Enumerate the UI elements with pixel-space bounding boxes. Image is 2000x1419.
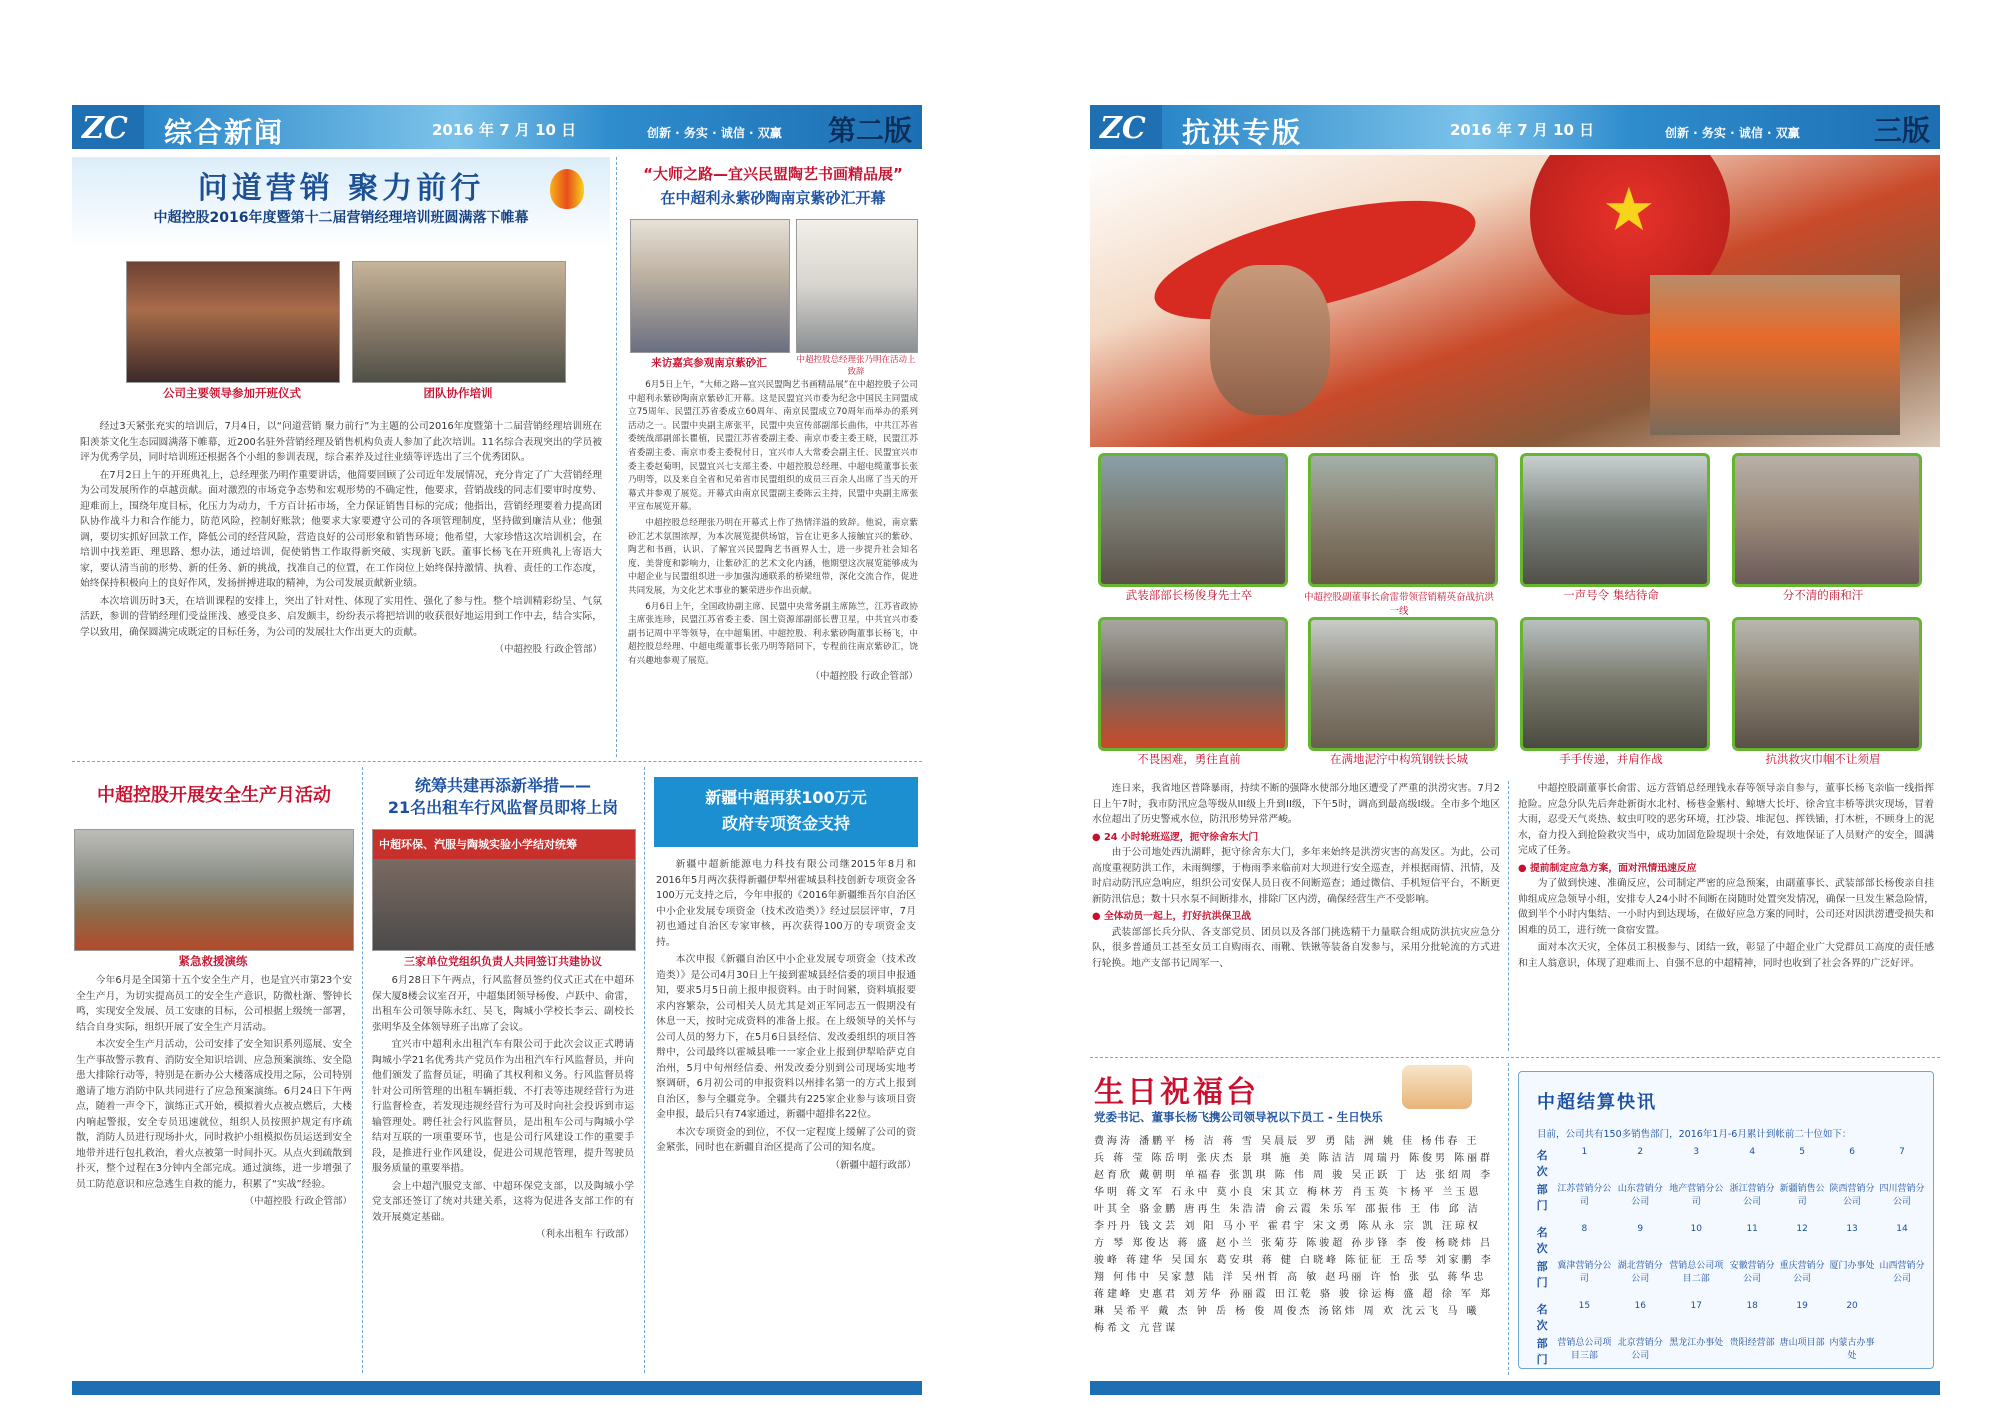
rank-cell: 19 (1796, 1301, 1808, 1311)
page-two-title: 综合新闻 (164, 116, 285, 149)
hot-air-balloon-icon (550, 169, 584, 209)
photo-banner-text: 中超环保、汽服与陶城实验小学结对统筹 (379, 838, 577, 851)
rank-cell: 15 (1578, 1301, 1591, 1311)
article-signature: （中超控股 行政企管部） (494, 644, 602, 655)
paragraph: 为了做到快速、准确反应，公司制定严密的应急预案，由副董事长、武装部部长杨俊亲自挂帅组成应急领导小组，安排专人24小时不间断在岗随时处置突发情况，确保一旦发生紧急险情，做到半个小时内集结、一小时内到达现场，在做好应急方案的同时，公司还对因洪涝遭受损失和困难的员工，进行统一食宿安置。 (1518, 878, 1934, 936)
gallery-caption: 抗洪救灾巾帼不让须眉 (1765, 752, 1881, 766)
paragraph: 本次专项资金的到位，不仅一定程度上缓解了公司的资金紧张，同时也在新疆自治区提高了公司的知名度。 (656, 1126, 916, 1153)
article-signature: （利永出租车 行政部） (535, 1229, 634, 1240)
paragraph: 武装部部长兵分队、各支部党员、团员以及各部门挑选精干力量联合组成防洪抗灾应急分队，很多普通员工甚至女员工自购雨衣、雨靴、铁锹等装备自发参与，采用分批轮流的方式进行轮换。地产支部书记周军一、 (1092, 926, 1500, 969)
dept-cell: 陕西营销分公司 (1829, 1184, 1875, 1207)
photo-caption: 中超控股总经理张乃明在活动上致辞 (796, 355, 916, 377)
article-subhead: 21名出租车行风监督员即将上岗 (387, 798, 619, 817)
row-divider (72, 761, 922, 762)
gallery-photo (1308, 617, 1498, 751)
photo-signing-ceremony (372, 829, 636, 951)
rank-cell: 5 (1799, 1147, 1805, 1157)
flood-article-right (1518, 781, 1934, 973)
table-row (1531, 1146, 1927, 1180)
rank-cell: 10 (1690, 1224, 1702, 1234)
rank-cell: 1 (1581, 1147, 1588, 1157)
rank-cell: 18 (1746, 1301, 1758, 1311)
settlement-box (1518, 1071, 1934, 1369)
photo-caption: 团队协作培训 (423, 386, 493, 400)
dept-cell: 内蒙古办事处 (1829, 1338, 1875, 1361)
page-two-edition: 第二版 (827, 114, 912, 147)
article-marketing-training (72, 157, 610, 757)
paragraph: 在7月2日上午的开班典礼上，总经理张乃明作重要讲话，他简要回顾了公司近年发展情况，充分肯定了广大营销经理为公司发展所作的卓越贡献。面对激烈的市场竞争态势和宏观形势的不确定性，他要求，营销战线的同志们要审时度势、迎难而上，围绕年度目标，化压力为动力，千方百计拓市场，全力保证销售目标的完成；他指出，营销经理要着力提高团队协作战斗力和合作能力，防范风险，控制好账款；他要求大家要遵守公司的各项管理制度，坚持做到廉洁从业；他强调，要切实抓好回款工作，降低公司的经营风险，营造良好的公司形象和销售环境；他希望，大家珍惜这次培训机会，在培训中找差距、理思路、想办法，通过培训，促使销售工作取得新突破、实现新飞跃。董事长杨飞在开班典礼上寄语大家，要认清当前的形势、新的任务、新的挑战，找准自己的位置，在工作岗位上始终保持激情、执着、责任的工作态度，始终保持积极向上的良好作风，发扬拼搏进取的精神，为公司发展贡献新业绩。 (80, 469, 602, 589)
paragraph: 本次安全生产月活动，公司安排了安全知识系列巡展、安全生产事故警示教育、消防安全知识培训、应急预案演练、安全隐患大排除行动等，特别是在新办公大楼落成投用之际，公司特别邀请了地方消防中队共同进行了应急预案演练。6月24日下午两点，随着一声令下，演练正式开始，模拟着火点被点燃后，大楼内响起警报，安全专员迅速就位，组织人员按照护规定有序疏散，消防人员进行现场扑火，同时救护小组模拟伤员运送到安全地带并进行包扎救治，着火点被第一时间扑灭。从点火到疏散到扑灭，整个过程在3分钟内全部完成。通过演练，进一步增强了员工防范意识和应急逃生自救的能力，积累了“实战”经验。 (76, 1039, 352, 1190)
photo-speech (796, 219, 918, 353)
fists-illustration (1210, 265, 1330, 415)
paragraph: 6月5日上午，“大师之路—宜兴民盟陶艺书画精品展”在中超控股子公司中超利永紫砂陶南京紫砂汇开幕。这是民盟宜兴市委为纪念中国民主同盟成立75周年、民盟江苏省委成立60周年、南京民盟成立70周年而举办的系列活动之一。民盟中央副主席张平，民盟中央宣传部副部长曲伟，中共江苏省委统战部副部长瞿植，民盟江苏省委副主委、南京市委主委王晓，民盟江苏省委副主委、南京市委主委倪付日，宜兴市人大常委会副主任、民盟宜兴市委主委赵菊明，民盟宜兴七支部主委、中超控股总经理、中超电缆董事长张乃明等，以及来自全省和兄弟省市民盟组织的成员三百余人出席了当天的开幕式并参观了展览。开幕式由南京民盟副主委陈云主持，民盟中央副主席张平宣布展览开幕。 (628, 380, 918, 513)
gallery-caption: 不畏困难，勇往直前 (1137, 752, 1241, 766)
rank-cell: 16 (1634, 1301, 1646, 1311)
column-divider (362, 767, 363, 1373)
page-two-date: 2016 年 7 月 10 日 (432, 121, 577, 139)
dept-cell: 唐山项目部 (1779, 1338, 1825, 1348)
gallery-photo (1098, 453, 1288, 587)
photo-team-training (352, 261, 566, 383)
section-heading: ● 24 小时轮班巡逻，扼守徐舍东大门 (1092, 831, 1259, 843)
section-heading: ● 全体动员一起上，打好抗洪保卫战 (1092, 911, 1251, 922)
gallery-photo (1520, 453, 1710, 587)
gallery-caption: 手手传递，并肩作战 (1559, 752, 1663, 766)
article-headline: “大师之路—宜兴民盟陶艺书画精品展” (643, 165, 903, 183)
page-three (1090, 105, 1940, 1395)
dept-cell: 厦门办事处 (1829, 1261, 1875, 1271)
rank-cell: 2 (1637, 1147, 1644, 1157)
page-three-date: 2016 年 7 月 10 日 (1450, 121, 1595, 139)
paragraph: 新疆中超新能源电力科技有限公司继2015年8月和2016年5月两次获得新疆伊犁州霍城县科技创新专项资金各100万元支持之后，今年申报的《2016年新疆维吾尔自治区中小企业发展专项资金（技术改造类）》经过层层评审，7月初也通过自治区专家审核，再次获得100万的专项资金支持。 (656, 859, 916, 948)
paragraph: 宜兴市中超利永出租汽车有限公司于此次会议正式聘请陶城小学21名优秀共产党员作为出租汽车行风监督员，并向他们颁发了监督员证，明确了其权利和义务。行风监督员将针对公司所管理的出租车辆拒载、不打表等违规经营行为进行监督检查，若发现违规经营行为可及时向社会投诉到市运输管理处。聘任社会行风监督员，是出租车公司与陶城小学结对互联的一项重要环节，也是公司行风建设工作的重要手段，是推进行业作风建设，促进公司规范管理，提升驾驶员服务质量的重要举措。 (372, 1039, 634, 1174)
article-safety-month (72, 767, 356, 1385)
table-row (1531, 1214, 1927, 1257)
rank-cell: 9 (1637, 1224, 1644, 1234)
gallery-caption: 一声号令 集结待命 (1563, 588, 1659, 602)
settlement-intro: 目前，公司共有150多销售部门，2016年1月-6月累计到帐前二十位如下： (1537, 1129, 1852, 1140)
column-divider (1508, 781, 1509, 1051)
paragraph: 中超控股总经理张乃明在开幕式上作了热情洋溢的致辞。他说，南京紫砂汇艺术氛围浓厚，为本次展览提供场馆，旨在让更多人接触宜兴的紫砂、陶艺和书画，认识、了解宜兴民盟陶艺书画界人士，进一步提升社会知名度、美誉度和影响力，让紫砂汇的艺术文化内涵，他期望这次展览能够成为中超企业与民盟组织进一步加强沟通联系的桥梁纽带，深化交流合作，促进共同发展，为文化艺术事业的繁荣进步作出贡献。 (628, 517, 918, 596)
article-signature: （中超控股 行政企管部） (810, 671, 918, 683)
dept-cell: 新疆销售公司 (1779, 1184, 1825, 1207)
rank-cell: 8 (1581, 1224, 1588, 1234)
page-three-title: 抗洪专版 (1182, 116, 1303, 149)
dept-label: 部门 (1536, 1183, 1548, 1212)
rank-label: 名次 (1536, 1303, 1548, 1332)
flood-article-left (1092, 781, 1500, 973)
article-headline: 新疆中超再获100万元 (705, 788, 867, 807)
gallery-photo (1520, 617, 1710, 751)
settlement-title: 中超结算快讯 (1537, 1092, 1657, 1113)
dept-cell: 江苏营销分公司 (1557, 1184, 1612, 1207)
dept-cell: 黑龙江办事处 (1669, 1338, 1724, 1348)
dept-cell: 山西营销分公司 (1879, 1261, 1925, 1284)
dept-cell: 营销总公司项目三部 (1557, 1338, 1612, 1361)
dept-cell: 贵阳经营部 (1729, 1338, 1775, 1348)
birthday-section (1090, 1063, 1502, 1381)
photo-caption: 紧急救援演练 (178, 954, 248, 968)
article-body (372, 973, 634, 1243)
article-subhead: 在中超利永紫砂陶南京紫砂汇开幕 (660, 189, 886, 207)
article-signature: （中超控股 行政企管部） (244, 1196, 352, 1207)
star-icon: ★ (1602, 175, 1656, 245)
rescuers-illustration (1650, 275, 1900, 435)
page-two-motto: 创新 · 务实 · 诚信 · 双赢 (647, 126, 782, 140)
gallery-photo (1732, 453, 1922, 587)
rank-cell: 11 (1746, 1224, 1758, 1234)
article-body (656, 857, 916, 1173)
paragraph: 6月6日上午，全国政协副主席、民盟中央常务副主席陈竺，江苏省政协主席张连珍，民盟江苏省委主委、国土资源部副部长曹卫星，中共宜兴市委副书记周中平等领导，在中超集团、中超控股、利永紫砂陶董事长杨飞，中超控股总经理、中超电缆董事长张乃明等陪同下，专程前往南京紫砂汇，饶有兴趣地参观了展览。 (628, 601, 918, 666)
photo-caption: 三家单位党组织负责人共同签订共建协议 (404, 955, 602, 968)
paragraph: 6月28日下午两点，行风监督员签约仪式正式在中超环保大厦8楼会议室召开，中超集团领导杨俊、卢跃中、俞雷，出租车公司领导陈永红、吴飞，陶城小学校长李云、副校长张明华及全体领导班子出席了会议。 (372, 975, 634, 1033)
flood-hero-image (1090, 155, 1940, 447)
photo-emergency-drill (74, 829, 354, 951)
page-footer-bar (1090, 1381, 1940, 1395)
rank-cell: 4 (1749, 1147, 1756, 1157)
gallery-caption: 分不清的雨和汗 (1782, 588, 1864, 602)
paragraph: 连日来，我省地区普降暴雨，持续不断的强降水使部分地区遭受了严重的洪涝灾害。7月2日上午7时，我市防汛应急等级从III级上升到II级，下午5时，调高到最高级I级。全市多个地区水位超出了历史警戒水位，防汛形势异常严峻。 (1092, 783, 1500, 825)
dept-cell: 冀津营销分公司 (1557, 1261, 1612, 1284)
paragraph: 今年6月是全国第十五个安全生产月，也是宜兴市第23个安全生产月，为切实提高员工的安全生产意识，防微杜渐、警钟长鸣，实现安全发展、员工安康的目标，公司根据上级统一部署，结合自身实际，组织开展了安全生产月活动。 (76, 975, 352, 1033)
paragraph: 本次培训历时3天，在培训课程的安排上，突出了针对性、体现了实用性、强化了参与性。整个培训精彩纷呈、气氛活跃，参训的营销经理们受益匪浅、感受良多、启发颇丰，纷纷表示将把培训的收获很好地运用到工作中去，结合实际，学以致用，确保圆满完成既定的目标任务，为公司的发展壮大作出更大的贡献。 (80, 595, 602, 638)
gallery-photo (1098, 617, 1288, 751)
birthday-name-list: 费海涛 潘鹏平 杨 洁 蒋 雪 吴晨辰 罗 勇 陆 洲 姚 佳 杨伟春 王 兵 蒋 莹 陈岳明 张庆杰 景 琪 施 美 陈洁洁 周瑞丹 陈俊男 陈丽群 赵育欣 戴朝明 单福春 张凯琪 陈 伟 周 骏 吴正跃 丁 达 张绍周 李华明 蒋文军 石永中 莫小良 宋其立 梅林芳 肖玉英 卞杨平 兰玉恩 叶其全 骆金鹏 唐再生 朱浩清 俞云霞 朱乐军 邵振伟 王 伟 邱 洁 李丹丹 钱文芸 刘 阳 马小平 霍君宇 宋文勇 陈从永 宗 凯 汪琼权 方 琴 郑俊达 蒋 盛 赵小兰 张菊芬 陈骏超 孙步锋 李 俊 杨晓炜 吕骏峰 蒋建华 吴国东 葛安琪 蒋 健 白晓峰 陈征征 王岳琴 刘家鹏 李 翔 何伟中 吴家慧 陆 洋 吴州哲 高 敏 赵玛丽 许 怡 张 弘 蒋华忠 蒋建峰 史惠君 刘芳华 孙丽霞 田江乾 骆 骏 徐运梅 盛 超 徐 军 郑 琳 吴希平 戴 杰 钟 岳 杨 俊 周俊杰 汤铭炜 周 欢 沈云飞 马 曦 梅希文 亢营谋 (1094, 1136, 1494, 1334)
dept-cell: 山东营销分公司 (1617, 1184, 1663, 1207)
table-row (1531, 1334, 1927, 1368)
page-three-masthead (1090, 105, 1940, 149)
article-xinjiang-funding (650, 767, 922, 1385)
section-heading: ● 提前制定应急方案，面对汛情迅速反应 (1518, 862, 1697, 874)
birthday-cake-icon (1402, 1065, 1472, 1109)
table-row (1531, 1291, 1927, 1334)
dept-label: 部门 (1536, 1337, 1548, 1366)
page-three-edition: 三版 (1873, 114, 1930, 147)
gallery-caption: 在满地泥泞中构筑钢铁长城 (1330, 752, 1468, 766)
gallery-caption: 中超控股副董事长俞雷带领营销精英奋战抗洪一线 (1304, 592, 1495, 617)
article-taxi-supervisors (368, 767, 638, 1385)
photo-caption: 公司主要领导参加开班仪式 (163, 386, 301, 400)
dept-cell: 湖北营销分公司 (1617, 1261, 1663, 1284)
paragraph: 会上中超汽服党支部、中超环保党支部，以及陶城小学党支部还签订了统对共建关系，这将为促进各支部工作的有效开展奠定基础。 (372, 1180, 634, 1223)
company-logo: ZC (1090, 105, 1162, 149)
table-row (1531, 1180, 1927, 1214)
birthday-title: 生日祝福台 (1094, 1075, 1259, 1110)
rank-cell: 20 (1846, 1301, 1858, 1311)
article-subhead: 政府专项资金支持 (721, 814, 850, 833)
dept-cell: 重庆营销分公司 (1779, 1261, 1825, 1284)
gallery-photo (1732, 617, 1922, 751)
page-footer-bar (72, 1381, 922, 1395)
dept-cell: 营销总公司项目二部 (1669, 1261, 1724, 1284)
row-divider (1090, 1057, 1940, 1058)
column-divider (616, 157, 617, 757)
rank-cell: 17 (1690, 1301, 1702, 1311)
gallery-photo (1308, 453, 1498, 587)
article-body (80, 419, 602, 658)
company-logo: ZC (72, 105, 144, 149)
photo-opening-ceremony (126, 261, 340, 383)
rank-cell: 14 (1896, 1224, 1908, 1234)
article-signature: （新疆中超行政部） (830, 1159, 916, 1171)
gallery-caption: 武装部部长杨俊身先士卒 (1125, 588, 1253, 602)
paragraph: 经过3天紧张充实的培训后，7月4日，以“问道营销 聚力前行”为主题的公司2016年度暨第十二届营销经理培训班在阳羡茶文化生态园圆满落下帷幕，近200名驻外营销经理及销售机构负责人参加了此次培训。11名综合表现突出的学员被评为优秀学员，同时培训班还根据各个小组的参训表现，综合素养及过往业绩等评选出了三个优秀团队。 (80, 421, 602, 463)
rank-cell: 3 (1693, 1147, 1700, 1157)
article-body (76, 973, 352, 1210)
article-headline: 问道营销 聚力前行 (197, 171, 485, 206)
table-row (1531, 1257, 1927, 1291)
article-pottery-exhibition (624, 157, 922, 757)
article-subhead: 中超控股2016年度暨第十二届营销经理培训班圆满落下帷幕 (153, 210, 529, 226)
column-divider (644, 767, 645, 1373)
article-headline: 统筹共建再添新举措—— (414, 776, 591, 795)
rank-cell: 7 (1899, 1147, 1905, 1157)
article-headline: 中超控股开展安全生产月活动 (97, 785, 331, 806)
dept-cell: 四川营销分公司 (1879, 1184, 1925, 1207)
birthday-subtitle: 党委书记、董事长杨飞携公司领导祝以下员工 - 生日快乐 (1094, 1110, 1383, 1124)
paragraph: 面对本次天灾，全体员工积极参与、团结一致，彰显了中超企业广大党群员工高度的责任感和主人翁意识，体现了迎难而上、自强不息的中超精神，同时也收到了社会各界的广泛好评。 (1518, 942, 1934, 969)
paragraph: 本次申报《新疆自治区中小企业发展专项资金（技术改造类）》是公司4月30日上午接到霍城县经信委的项目申报通知，要求5月5日前上报申报资料。由于时间紧，资料填报要求内容繁杂，公司相关人员尤其是刘正军同志五一假期没有休息一天，按时完成资料的准备上报。在上级领导的关怀与公司人员的努力下，在5月6日县经信、发改委组织的项目答辩中，公司最终以霍城县唯一一家企业上报到伊犁哈萨克自治州，5月中旬州经信委、州发改委分别到公司现场实地考察调研，6月初公司的申报资料以州排名第一的方式上报到自治区，参与全疆竞争。全疆共有225家企业参与该项目资金申报，最后只有74家通过，新疆中超排名22位。 (656, 954, 916, 1120)
dept-cell: 浙江营销分公司 (1729, 1184, 1775, 1207)
paragraph: 中超控股副董事长俞雷、远方营销总经理钱永春等领导亲自参与，董事长杨飞亲临一线指挥抢险。应急分队先后奔赴新街水北村、杨巷金紫村、鲸塘大长圩、徐舍宜丰桥等洪灾现场，冒着大雨，忍受天气炎热、蚊虫叮咬的恶劣环境，扛沙袋、堆泥包、挥铁锸，打木桩，不顾身上的泥水，奋力投入到抢险救灾当中，成功加固危险堤坝十余处，有效地保证了人员财产的安全，圆满完成了任务。 (1518, 783, 1934, 856)
page-two-masthead (72, 105, 922, 149)
dept-cell: 北京营销分公司 (1617, 1338, 1663, 1361)
settlement-table (1531, 1146, 1927, 1368)
article-body (628, 379, 918, 684)
rank-cell: 13 (1846, 1224, 1858, 1234)
photo-caption: 来访嘉宾参观南京紫砂汇 (651, 357, 767, 369)
page-two (72, 105, 922, 1395)
rank-cell: 6 (1849, 1147, 1855, 1157)
rank-cell: 12 (1796, 1224, 1808, 1234)
photo-guests-visiting (630, 219, 790, 353)
dept-cell: 地产营销分公司 (1669, 1184, 1724, 1207)
rank-label: 名次 (1536, 1226, 1548, 1255)
page-three-motto: 创新 · 务实 · 诚信 · 双赢 (1665, 126, 1800, 140)
rank-label: 名次 (1536, 1149, 1548, 1178)
dept-label: 部门 (1536, 1260, 1548, 1289)
dept-cell: 安徽营销分公司 (1729, 1261, 1775, 1284)
paragraph: 由于公司地处西氿湖畔，扼守徐舍东大门，多年来始终是洪涝灾害的高发区。为此，公司高度重视防洪工作，未雨绸缪，于梅雨季来临前对大坝进行安全巡查，并根据雨情、汛情，及时启动防汛应急响应，组织公司安保人员日夜不间断巡查；通过微信、手机短信平台，不断更新防汛信息；数十只水泵不间断排水，排除厂区内涝，确保经营生产不受影响。 (1092, 847, 1500, 905)
column-divider (1508, 1063, 1509, 1375)
